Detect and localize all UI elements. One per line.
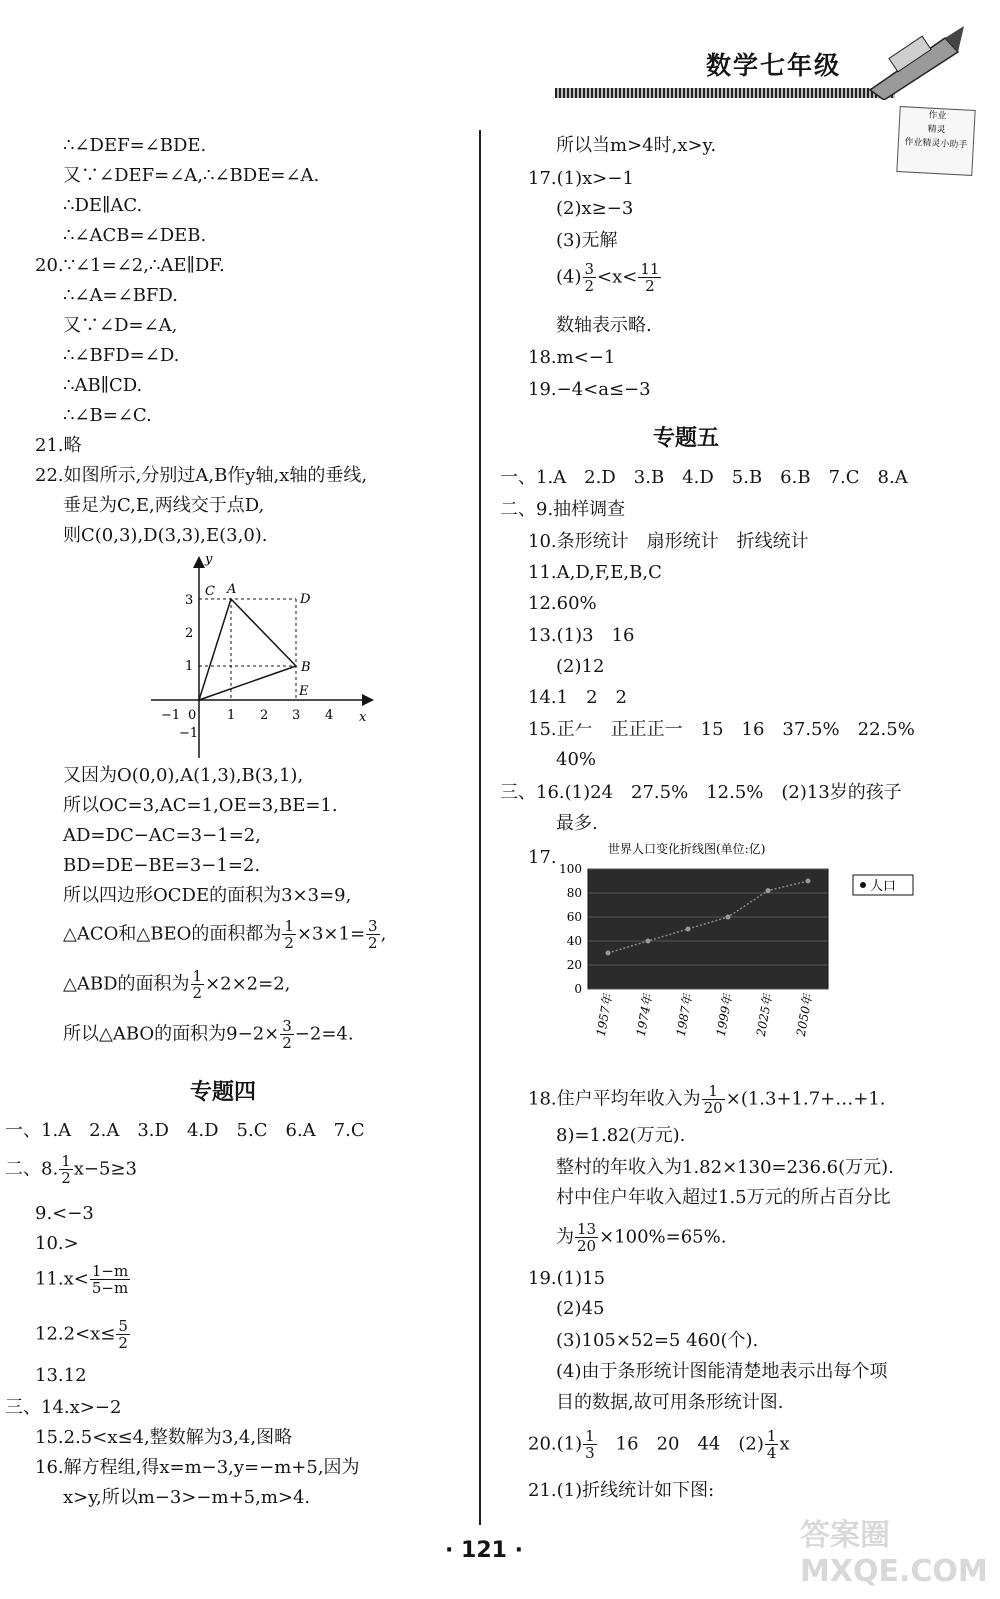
x-tick-label: 1974年 bbox=[633, 993, 655, 1038]
x-tick: 4 bbox=[325, 708, 334, 723]
text-line: 三、16.(1)24 27.5% 12.5% (2)13岁的孩子 bbox=[500, 782, 902, 803]
text-line: 又因为O(0,0),A(1,3),B(3,1), bbox=[63, 765, 304, 786]
label-b: B bbox=[301, 660, 311, 675]
y-tick: 2 bbox=[185, 626, 194, 641]
plot-area bbox=[588, 869, 828, 989]
text-span: ×3×1= bbox=[296, 923, 366, 945]
formula-line bbox=[35, 1318, 131, 1351]
label-origin: 0 bbox=[188, 708, 197, 723]
text-line: 21.(1)折线统计如下图: bbox=[528, 1480, 715, 1501]
text-span: 为 bbox=[556, 1226, 574, 1248]
column-divider bbox=[479, 130, 481, 1525]
text-span: 二、8. bbox=[5, 1158, 59, 1180]
text-line: ∴∠ACB=∠DEB. bbox=[63, 225, 207, 246]
text-line: 15.2.5<x≤4,整数解为3,4,图略 bbox=[35, 1427, 293, 1448]
text-line: 19.−4<a≤−3 bbox=[528, 379, 651, 400]
label-e: E bbox=[299, 684, 309, 699]
text-span: △ABD的面积为 bbox=[63, 973, 190, 995]
fraction: $\frac{1}{2}$ bbox=[192, 967, 203, 1002]
text-line: ∴∠B=∠C. bbox=[63, 405, 152, 426]
x-tick: 3 bbox=[292, 708, 301, 723]
text-line: 9.<−3 bbox=[35, 1203, 94, 1224]
coordinate-figure bbox=[143, 553, 383, 763]
text-span: ×100%=65%. bbox=[599, 1226, 727, 1248]
x-tick: 2 bbox=[260, 708, 269, 723]
text-line: 16.解方程组,得x=m−3,y=−m+5,因为 bbox=[35, 1457, 360, 1478]
text-line: 13.12 bbox=[35, 1365, 87, 1386]
x-tick-label: 2050年 bbox=[793, 993, 815, 1038]
section-title-5: 专题五 bbox=[653, 426, 720, 451]
text-line: 11.A,D,F,E,B,C bbox=[528, 562, 662, 583]
data-point bbox=[646, 939, 651, 944]
fraction: $\frac{3}{2}$ bbox=[368, 917, 378, 952]
fraction: $\frac{1}{2}$ bbox=[61, 1152, 71, 1187]
formula-line bbox=[556, 1221, 726, 1254]
text-line: 二、9.抽样调查 bbox=[500, 499, 626, 520]
fraction: $\frac{1}{2}$ bbox=[284, 917, 294, 952]
y-tick-label: 100 bbox=[559, 862, 582, 876]
text-line: 垂足为C,E,两线交于点D, bbox=[63, 495, 265, 516]
text-line: 整村的年收入为1.82×130=236.6(万元). bbox=[556, 1157, 894, 1178]
text-span: △ACO和△BEO的面积都为 bbox=[63, 923, 282, 945]
text-line: 又∵∠D=∠A, bbox=[63, 315, 178, 336]
chart-title: 世界人口变化折线图(单位:亿) bbox=[608, 842, 766, 856]
text-line: 40% bbox=[556, 749, 597, 770]
text-line: (3)无解 bbox=[556, 230, 618, 251]
text-span: ×(1.3+1.7+…+1. bbox=[725, 1088, 886, 1110]
text-span: ×2×2=2, bbox=[205, 973, 291, 995]
header-rule bbox=[555, 88, 895, 98]
fraction: $\frac{3}{2}$ bbox=[282, 1017, 292, 1052]
text-line: 最多. bbox=[556, 813, 598, 834]
y-tick-label: 0 bbox=[574, 982, 582, 996]
label-d: D bbox=[300, 592, 311, 607]
text-span: 20.(1) bbox=[528, 1433, 583, 1455]
y-tick-label: 40 bbox=[566, 934, 582, 948]
x-tick-label: 1957年 bbox=[593, 993, 615, 1038]
legend-label: 人口 bbox=[870, 879, 897, 894]
section-title-4: 专题四 bbox=[190, 1080, 257, 1105]
text-line: 一、1.A 2.D 3.B 4.D 5.B 6.B 7.C 8.A bbox=[500, 467, 908, 488]
y-tick: 1 bbox=[185, 659, 194, 674]
text-line: 10.条形统计 扇形统计 折线统计 bbox=[528, 531, 809, 552]
text-line: (2)12 bbox=[556, 656, 605, 677]
x-tick-label: 1987年 bbox=[673, 993, 695, 1038]
data-point bbox=[686, 927, 691, 932]
text-line: BD=DE−BE=3−1=2. bbox=[63, 855, 261, 876]
text-line: (3)105×52=5 460(个). bbox=[556, 1330, 759, 1351]
y-tick-label: 20 bbox=[566, 958, 582, 972]
text-line: 18.m<−1 bbox=[528, 347, 616, 368]
label-a: A bbox=[227, 582, 237, 597]
fraction: $\frac{1}{3}$ bbox=[585, 1427, 595, 1462]
watermark: 答案圈 MXQE.COM bbox=[800, 1518, 988, 1589]
text-span: (4) bbox=[556, 266, 582, 288]
text-line: 13.(1)3 16 bbox=[528, 625, 635, 646]
stamp-line: 精灵 bbox=[927, 124, 946, 136]
text-line: (4)由于条形统计图能清楚地表示出每个项 bbox=[556, 1361, 888, 1382]
text-span: x bbox=[779, 1433, 790, 1455]
legend-marker bbox=[860, 882, 866, 888]
x-tick-label: 2025年 bbox=[753, 993, 775, 1038]
text-line: ∴∠DEF=∠BDE. bbox=[63, 135, 207, 156]
text-line: 则C(0,3),D(3,3),E(3,0). bbox=[63, 525, 268, 546]
formula-line bbox=[63, 1018, 354, 1051]
text-line: 目的数据,故可用条形统计图. bbox=[556, 1392, 784, 1413]
x-tick: −1 bbox=[161, 708, 181, 723]
fraction: $\frac{1}{20}$ bbox=[703, 1082, 723, 1117]
formula-line bbox=[556, 261, 662, 294]
text-line: 村中住户年收入超过1.5万元的所占百分比 bbox=[556, 1187, 891, 1208]
text-line: 21.略 bbox=[35, 435, 82, 456]
y-tick: 3 bbox=[185, 593, 194, 608]
y-tick-label: 60 bbox=[566, 910, 582, 924]
text-line: 17. bbox=[528, 847, 557, 868]
text-line: 19.(1)15 bbox=[528, 1268, 606, 1289]
text-line: 所以四边形OCDE的面积为3×3=9, bbox=[63, 885, 352, 906]
triangle-abo bbox=[199, 599, 296, 700]
stamp-line: 作业 bbox=[928, 110, 947, 122]
fraction: $\frac{13}{20}$ bbox=[577, 1220, 597, 1255]
y-tick-label: 80 bbox=[566, 886, 582, 900]
text-span: −2=4. bbox=[294, 1023, 354, 1045]
text-line: 一、1.A 2.A 3.D 4.D 5.C 6.A 7.C bbox=[5, 1120, 365, 1141]
data-point bbox=[606, 951, 611, 956]
text-line: (2)x≥−3 bbox=[556, 198, 634, 219]
page-header-title: 数学七年级 bbox=[706, 51, 842, 80]
formula-line bbox=[528, 1428, 790, 1461]
text-line: 14.1 2 2 bbox=[528, 687, 627, 708]
text-line: (2)45 bbox=[556, 1298, 605, 1319]
page-number: · 121 · bbox=[445, 1538, 523, 1563]
text-line: 15.正𠂉 正正正一 15 16 37.5% 22.5% bbox=[528, 719, 915, 740]
text-line: 22.如图所示,分别过A,B作y轴,x轴的垂线, bbox=[35, 465, 368, 486]
fraction: $\frac{11}{2}$ bbox=[640, 260, 660, 295]
text-span: 所以△ABO的面积为9−2× bbox=[63, 1023, 280, 1045]
text-line: 所以OC=3,AC=1,OE=3,BE=1. bbox=[63, 795, 338, 816]
text-span: 11.x< bbox=[35, 1268, 89, 1290]
x-tick: 1 bbox=[227, 708, 236, 723]
formula-line bbox=[63, 918, 386, 951]
text-line: ∴DE∥AC. bbox=[63, 195, 143, 216]
text-span: 16 20 44 (2) bbox=[597, 1433, 764, 1455]
data-point bbox=[726, 915, 731, 920]
text-span: 18.住户平均年收入为 bbox=[528, 1088, 701, 1110]
text-line: 8)=1.82(万元). bbox=[556, 1125, 686, 1146]
text-line: 12.60% bbox=[528, 593, 597, 614]
text-line: 又∵∠DEF=∠A,∴∠BDE=∠A. bbox=[63, 165, 320, 186]
data-point bbox=[766, 888, 771, 893]
data-point bbox=[806, 879, 811, 884]
text-span: x−5≥3 bbox=[73, 1158, 137, 1180]
text-line: ∴AB∥CD. bbox=[63, 375, 143, 396]
formula-line bbox=[5, 1153, 137, 1186]
text-line: AD=DC−AC=3−1=2, bbox=[63, 825, 261, 846]
text-line: 10.> bbox=[35, 1233, 79, 1254]
formula-line bbox=[528, 1083, 886, 1116]
text-span: <x< bbox=[597, 266, 638, 288]
stamp-line: 作业精灵小助手 bbox=[904, 137, 968, 151]
fraction: $\frac{5}{2}$ bbox=[118, 1317, 128, 1352]
formula-line bbox=[63, 968, 290, 1001]
y-tick: −1 bbox=[179, 726, 199, 741]
x-tick-label: 1999年 bbox=[713, 993, 735, 1038]
label-y-axis: y bbox=[205, 553, 213, 567]
population-line-chart bbox=[548, 839, 968, 1064]
pencil-icon bbox=[860, 20, 970, 100]
text-line: ∴∠A=∠BFD. bbox=[63, 285, 178, 306]
text-span: 12.2<x≤ bbox=[35, 1323, 116, 1345]
label-c: C bbox=[205, 584, 215, 599]
text-line: 20.∵∠1=∠2,∴AE∥DF. bbox=[35, 255, 225, 276]
fraction: $\frac{3}{2}$ bbox=[584, 260, 595, 295]
text-line: 所以当m>4时,x>y. bbox=[556, 135, 717, 156]
text-line: 17.(1)x>−1 bbox=[528, 168, 634, 189]
text-line: 数轴表示略. bbox=[556, 315, 652, 336]
text-line: 三、14.x>−2 bbox=[5, 1397, 122, 1418]
formula-line bbox=[35, 1263, 131, 1296]
label-x-axis: x bbox=[359, 710, 367, 725]
text-line: x>y,所以m−3>−m+5,m>4. bbox=[63, 1487, 311, 1508]
fraction: $\frac{1-m}{5-m}$ bbox=[91, 1262, 129, 1297]
text-line: ∴∠BFD=∠D. bbox=[63, 345, 180, 366]
stamp-badge bbox=[896, 106, 975, 176]
text-span: , bbox=[380, 923, 387, 945]
fraction: $\frac{1}{4}$ bbox=[766, 1427, 777, 1462]
